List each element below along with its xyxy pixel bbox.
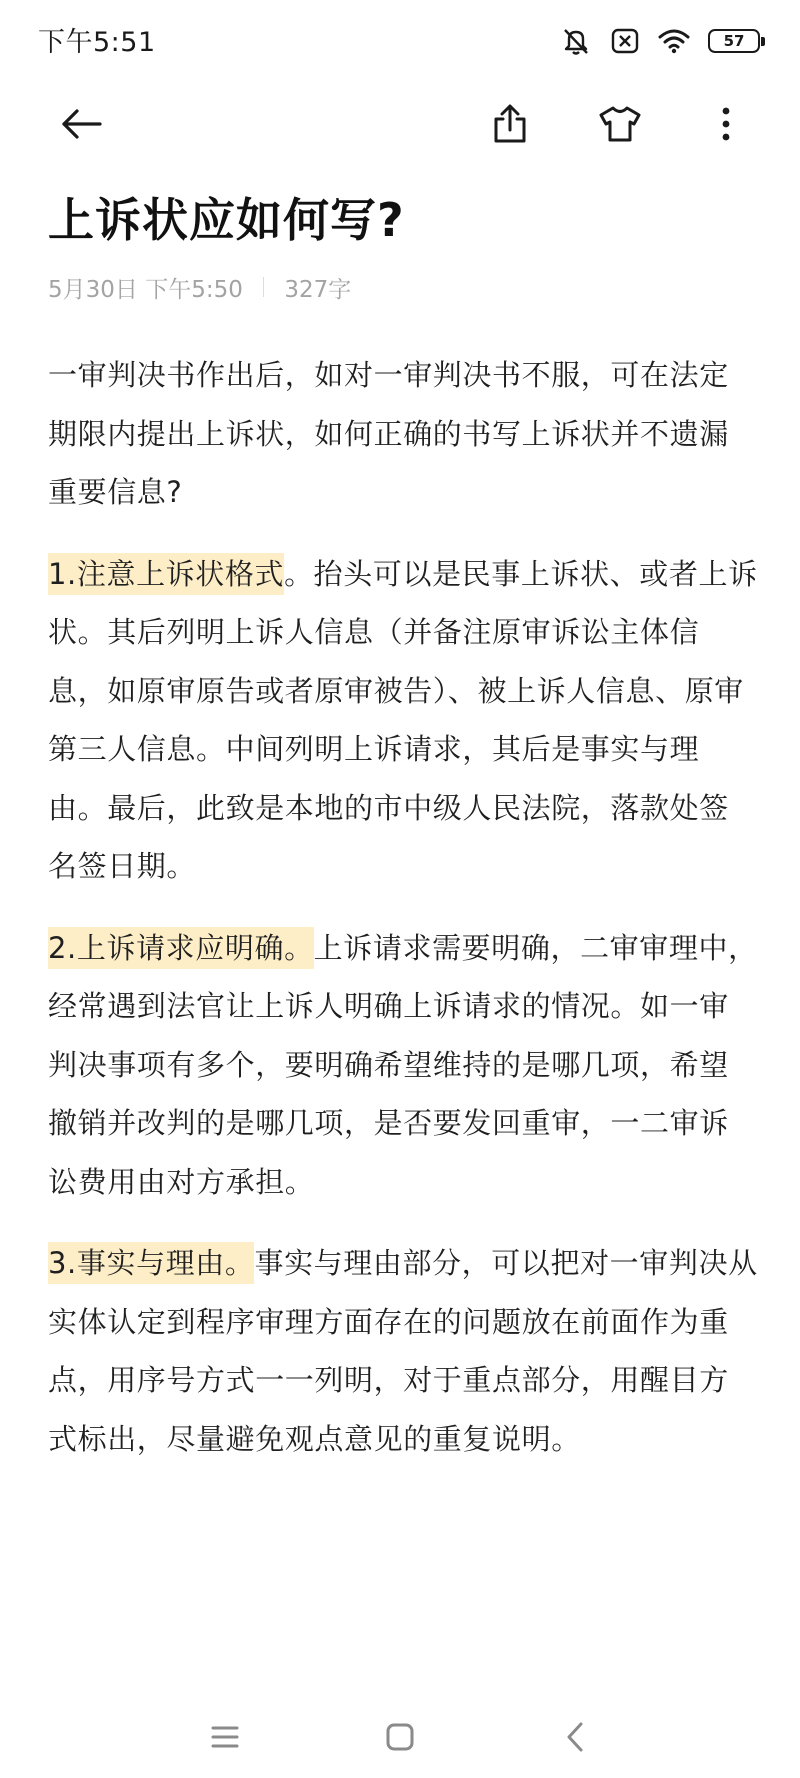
back-chevron-icon [564, 1721, 586, 1757]
paragraph-text: 事实与理由部分，可以把对一审判决从实体认定到程序审理方面存在的问题放在前面作为重点，用序号方式一一列明，对于重点部分，用醒目方式标出，尽量避免观点意见的重复说明。 [48, 1246, 758, 1456]
back-arrow-icon [60, 108, 104, 144]
theme-button[interactable] [582, 88, 658, 164]
note-toolbar [0, 88, 800, 164]
highlighted-heading: 2.上诉请求应明确。 [48, 927, 314, 969]
note-body[interactable] [48, 346, 758, 1468]
back-button[interactable] [44, 88, 120, 164]
note-paragraph-2 [48, 919, 758, 1212]
highlighted-heading: 3.事实与理由。 [48, 1242, 254, 1284]
meta-divider [263, 277, 265, 297]
note-paragraph-1 [48, 545, 758, 896]
system-back-button[interactable] [535, 1700, 615, 1778]
note-word-count: 327字 [284, 276, 352, 303]
paragraph-text: 。抬头可以是民事上诉状、或者上诉状。其后列明上诉人信息（并备注原审诉讼主体信息，如原审原告或者原审被告）、被上诉人信息、原审第三人信息。中间列明上诉请求，其后是事实与理由。最后，此致是本地的市中级人民法院，落款处签名签日期。 [48, 556, 758, 883]
home-square-icon [385, 1722, 415, 1756]
highlighted-heading: 1.注意上诉状格式 [48, 553, 284, 595]
status-icons [560, 24, 760, 58]
battery-level: 57 [723, 32, 745, 50]
system-nav-bar [0, 1700, 800, 1778]
status-time: 下午5:51 [38, 27, 156, 58]
more-button[interactable] [688, 88, 764, 164]
bell-muted-icon [560, 26, 592, 56]
share-icon [491, 103, 529, 149]
note-meta [48, 272, 758, 302]
paragraph-text: 上诉请求需要明确，二审审理中，经常遇到法官让上诉人明确上诉请求的情况。如一审判决事项有多个，要明确希望维持的是哪几项，希望撤销并改判的是哪几项，是否要发回重审，一二审诉讼费用由对方承担。 [48, 930, 758, 1199]
share-button[interactable] [472, 88, 548, 164]
note-content [48, 190, 758, 1491]
battery-icon [708, 29, 760, 53]
more-vertical-icon [721, 106, 731, 146]
note-title[interactable]: 上诉状应如何写? [48, 193, 405, 247]
note-paragraph-intro: 一审判决书作出后，如对一审判决书不服，可在法定期限内提出上诉状，如何正确的书写上诉状并不遗漏重要信息? [48, 358, 729, 509]
note-date: 5月30日 下午5:50 [48, 276, 243, 303]
tshirt-theme-icon [598, 105, 642, 147]
recent-apps-button[interactable] [185, 1700, 265, 1778]
status-bar [0, 0, 800, 80]
wifi-icon [658, 28, 690, 54]
no-sim-icon [610, 27, 640, 55]
home-button[interactable] [360, 1700, 440, 1778]
note-paragraph-3 [48, 1234, 758, 1468]
menu-icon [210, 1724, 240, 1754]
